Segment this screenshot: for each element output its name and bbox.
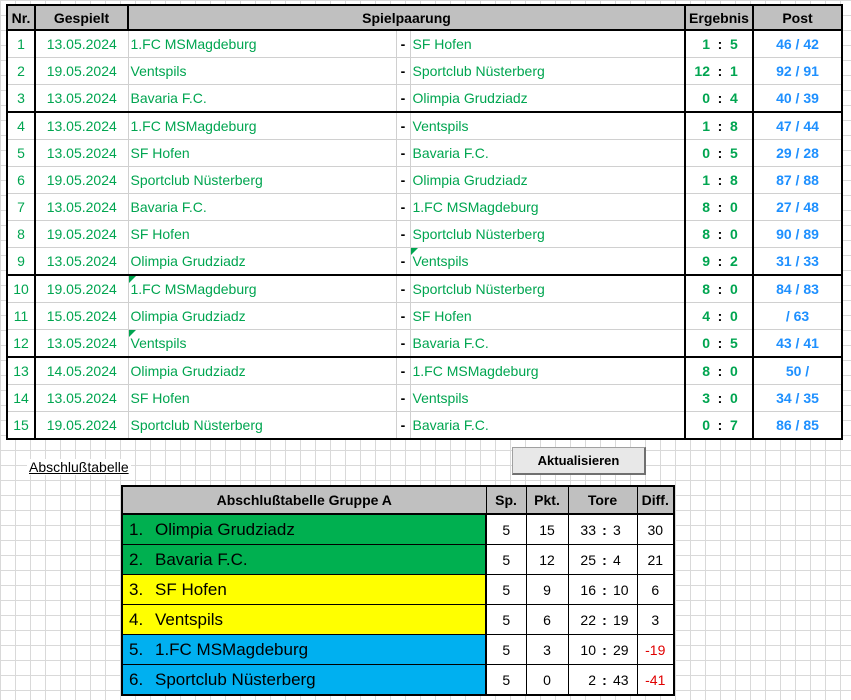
standings-goals-colon[interactable]: : — [599, 545, 610, 575]
home-goals[interactable]: 1 — [685, 112, 714, 140]
away-team[interactable]: Bavaria F.C. — [410, 330, 685, 358]
away-goals[interactable]: 0 — [726, 303, 753, 330]
match-row — [7, 112, 842, 140]
standings-header-diff[interactable]: Diff. — [637, 486, 674, 514]
away-goals[interactable]: 2 — [726, 248, 753, 276]
pairing-separator[interactable]: - — [396, 221, 410, 248]
standings-goals-against[interactable]: 29 — [610, 635, 637, 665]
pairing-separator[interactable]: - — [396, 330, 410, 358]
home-team[interactable]: Olimpia Grudziadz — [128, 303, 396, 330]
standings-table — [121, 485, 675, 696]
post-value[interactable]: / 63 — [753, 303, 842, 330]
match-number[interactable]: 12 — [7, 330, 35, 358]
standings-played[interactable]: 5 — [486, 545, 526, 575]
match-date[interactable]: 14.05.2024 — [35, 357, 128, 385]
match-row — [7, 221, 842, 248]
match-date[interactable]: 13.05.2024 — [35, 194, 128, 221]
standings-team-cell[interactable] — [122, 665, 486, 696]
pairing-separator[interactable]: - — [396, 412, 410, 440]
score-colon[interactable]: : — [714, 248, 726, 276]
standings-rank: 3. — [129, 579, 144, 599]
home-goals[interactable]: 4 — [685, 303, 714, 330]
match-number[interactable]: 13 — [7, 357, 35, 385]
post-value[interactable]: 29 / 28 — [753, 140, 842, 167]
match-number[interactable]: 1 — [7, 30, 35, 58]
post-value[interactable]: 46 / 42 — [753, 30, 842, 58]
post-value[interactable]: 92 / 91 — [753, 58, 842, 85]
home-goals[interactable]: 1 — [685, 167, 714, 194]
away-goals[interactable]: 8 — [726, 112, 753, 140]
standings-diff[interactable]: 6 — [637, 575, 674, 605]
match-number[interactable]: 14 — [7, 385, 35, 412]
home-team[interactable]: Bavaria F.C. — [128, 85, 396, 113]
away-goals[interactable]: 7 — [726, 412, 753, 440]
match-number[interactable]: 3 — [7, 85, 35, 113]
away-team[interactable]: Sportclub Nüsterberg — [410, 58, 685, 85]
home-team[interactable]: Sportclub Nüsterberg — [128, 167, 396, 194]
away-team[interactable]: Olimpia Grudziadz — [410, 167, 685, 194]
home-goals[interactable]: 1 — [685, 30, 714, 58]
standings-team-cell[interactable] — [122, 605, 486, 635]
score-colon[interactable]: : — [717, 417, 723, 433]
standings-goals-colon[interactable]: : — [599, 575, 610, 605]
standings-goals-colon[interactable]: : — [602, 671, 607, 688]
match-date[interactable]: 13.05.2024 — [35, 248, 128, 276]
standings-goals-for[interactable]: 2 — [588, 671, 596, 688]
away-goals[interactable]: 4 — [726, 85, 753, 113]
post-value[interactable]: 50 / — [753, 357, 842, 385]
home-team[interactable]: SF Hofen — [128, 221, 396, 248]
standings-rank: 1. — [129, 519, 144, 539]
standings-title[interactable]: Abschlußtabelle Gruppe A — [122, 486, 486, 514]
post-value[interactable]: 43 / 41 — [753, 330, 842, 358]
pairing-separator[interactable]: - — [396, 357, 410, 385]
standings-diff[interactable]: -19 — [637, 635, 674, 665]
standings-team: Sportclub Nüsterberg — [155, 669, 316, 689]
pairing-separator[interactable]: - — [396, 303, 410, 330]
match-number[interactable]: 6 — [7, 167, 35, 194]
away-goals[interactable]: 8 — [726, 167, 753, 194]
standings-header-sp[interactable]: Sp. — [486, 486, 526, 514]
post-value[interactable]: 27 / 48 — [753, 194, 842, 221]
away-team[interactable]: 1.FC MSMagdeburg — [410, 357, 685, 385]
standings-points[interactable]: 15 — [526, 514, 568, 545]
standings-diff[interactable]: 3 — [637, 605, 674, 635]
match-row — [7, 58, 842, 85]
standings-row — [122, 665, 674, 696]
match-number[interactable]: 15 — [7, 412, 35, 440]
home-team[interactable]: 1.FC MSMagdeburg — [128, 30, 396, 58]
match-row — [7, 385, 842, 412]
home-goals[interactable]: 8 — [685, 275, 714, 303]
home-goals[interactable]: 8 — [685, 357, 714, 385]
standings-goals-against[interactable]: 19 — [610, 605, 637, 635]
score-colon[interactable]: : — [714, 330, 726, 358]
standings-goals-colon[interactable]: : — [599, 635, 610, 665]
standings-team: 1.FC MSMagdeburg — [155, 639, 309, 659]
standings-points[interactable]: 3 — [526, 635, 568, 665]
match-row — [7, 357, 842, 385]
standings-goals-against[interactable]: 3 — [610, 514, 637, 545]
home-team[interactable]: SF Hofen — [128, 385, 396, 412]
update-button[interactable]: Aktualisieren — [512, 447, 646, 475]
match-date[interactable]: 19.05.2024 — [35, 275, 128, 303]
away-team[interactable]: Ventspils — [410, 112, 685, 140]
standings-points[interactable]: 12 — [526, 545, 568, 575]
home-team[interactable]: SF Hofen — [128, 140, 396, 167]
standings-rank: 6. — [129, 669, 144, 689]
score-colon[interactable]: : — [714, 112, 726, 140]
cell-comment-marker — [129, 330, 136, 337]
standings-played[interactable]: 5 — [486, 514, 526, 545]
standings-team: SF Hofen — [155, 579, 227, 599]
post-value[interactable]: 87 / 88 — [753, 167, 842, 194]
standings-team-cell[interactable] — [122, 514, 486, 545]
cell-comment-marker — [411, 248, 418, 255]
match-row — [7, 140, 842, 167]
standings-diff[interactable]: 21 — [637, 545, 674, 575]
standings-played[interactable]: 5 — [486, 575, 526, 605]
match-date[interactable]: 19.05.2024 — [35, 167, 128, 194]
score-colon[interactable]: : — [714, 167, 726, 194]
pairing-separator[interactable]: - — [396, 275, 410, 303]
home-team[interactable]: Ventspils — [128, 58, 396, 85]
match-row — [7, 167, 842, 194]
away-team[interactable]: Ventspils — [410, 248, 685, 276]
post-value[interactable]: 84 / 83 — [753, 275, 842, 303]
match-row — [7, 330, 842, 358]
home-team[interactable]: Bavaria F.C. — [128, 194, 396, 221]
home-goals[interactable]: 8 — [685, 221, 714, 248]
match-table-header — [7, 5, 842, 30]
post-value[interactable]: 34 / 35 — [753, 385, 842, 412]
away-goals[interactable]: 0 — [726, 357, 753, 385]
match-number[interactable]: 7 — [7, 194, 35, 221]
home-goals[interactable]: 0 — [685, 330, 714, 358]
standings-team: Ventspils — [155, 609, 224, 629]
pairing-separator[interactable]: - — [396, 58, 410, 85]
away-team[interactable]: Bavaria F.C. — [410, 412, 685, 440]
standings-row — [122, 635, 674, 665]
match-number[interactable]: 2 — [7, 58, 35, 85]
away-goals[interactable]: 0 — [726, 194, 753, 221]
standings-points[interactable]: 9 — [526, 575, 568, 605]
score-colon[interactable]: : — [714, 385, 726, 412]
home-goals[interactable]: 0 — [685, 85, 714, 113]
standings-header — [122, 486, 674, 514]
match-number[interactable]: 4 — [7, 112, 35, 140]
away-team[interactable]: SF Hofen — [410, 303, 685, 330]
pairing-separator[interactable]: - — [396, 248, 410, 276]
away-team[interactable]: SF Hofen — [410, 30, 685, 58]
standings-played[interactable]: 5 — [486, 605, 526, 635]
match-date[interactable]: 13.05.2024 — [35, 330, 128, 358]
final-table-link[interactable]: Abschlußtabelle — [29, 459, 129, 475]
standings-diff[interactable]: 30 — [637, 514, 674, 545]
home-team[interactable]: 1.FC MSMagdeburg — [128, 275, 396, 303]
standings-goals-for[interactable]: 22 — [568, 605, 599, 635]
score-colon[interactable]: : — [714, 303, 726, 330]
away-goals[interactable]: 5 — [726, 30, 753, 58]
post-value[interactable]: 86 / 85 — [776, 417, 819, 433]
standings-rank: 2. — [129, 549, 144, 569]
away-team[interactable]: 1.FC MSMagdeburg — [410, 194, 685, 221]
away-team[interactable]: Sportclub Nüsterberg — [410, 221, 685, 248]
match-date[interactable]: 13.05.2024 — [35, 30, 128, 58]
home-goals[interactable]: 0 — [702, 417, 710, 433]
standings-team: Olimpia Grudziadz — [155, 519, 295, 539]
match-row — [7, 275, 842, 303]
standings-goals-for[interactable]: 16 — [568, 575, 599, 605]
home-goals[interactable]: 8 — [685, 194, 714, 221]
standings-rank: 5. — [129, 639, 144, 659]
header-pairing[interactable]: Spielpaarung — [128, 5, 685, 30]
match-date[interactable]: 13.05.2024 — [35, 112, 128, 140]
home-team[interactable]: Sportclub Nüsterberg — [128, 412, 396, 440]
standings-goals-for[interactable]: 33 — [568, 514, 599, 545]
standings-team-cell[interactable] — [122, 635, 486, 665]
score-colon[interactable]: : — [714, 140, 726, 167]
standings-goals-for[interactable]: 10 — [568, 635, 599, 665]
header-result[interactable]: Ergebnis — [685, 5, 753, 30]
match-row — [7, 303, 842, 330]
score-colon[interactable]: : — [714, 275, 726, 303]
home-team[interactable]: Olimpia Grudziadz — [128, 248, 396, 276]
match-date[interactable]: 13.05.2024 — [35, 140, 128, 167]
standings-goals-against[interactable]: 10 — [610, 575, 637, 605]
match-number[interactable]: 8 — [7, 221, 35, 248]
standings-row — [122, 575, 674, 605]
away-goals[interactable]: 5 — [726, 330, 753, 358]
pairing-separator[interactable]: - — [396, 194, 410, 221]
pairing-separator[interactable]: - — [396, 112, 410, 140]
away-goals[interactable]: 0 — [726, 385, 753, 412]
standings-played[interactable]: 5 — [486, 665, 526, 696]
pairing-separator[interactable]: - — [396, 140, 410, 167]
pairing-separator[interactable]: - — [396, 167, 410, 194]
standings-header-tore[interactable]: Tore — [568, 486, 637, 514]
standings-points[interactable]: 6 — [526, 605, 568, 635]
home-goals[interactable]: 9 — [685, 248, 714, 276]
standings-row — [122, 545, 674, 575]
post-value[interactable]: 40 / 39 — [753, 85, 842, 113]
pairing-separator[interactable]: - — [396, 385, 410, 412]
match-date[interactable]: 19.05.2024 — [35, 58, 128, 85]
standings-team: Bavaria F.C. — [155, 549, 248, 569]
match-row — [7, 194, 842, 221]
standings-goals-colon[interactable]: : — [599, 514, 610, 545]
match-date[interactable]: 19.05.2024 — [35, 221, 128, 248]
match-row — [7, 30, 842, 58]
pairing-separator[interactable]: - — [396, 85, 410, 113]
score-colon[interactable]: : — [714, 357, 726, 385]
score-colon[interactable]: : — [714, 221, 726, 248]
away-goals[interactable]: 0 — [726, 275, 753, 303]
standings-points[interactable]: 0 — [526, 665, 568, 696]
standings-team-cell[interactable] — [122, 545, 486, 575]
match-date[interactable]: 19.05.2024 — [35, 412, 128, 440]
cell-comment-marker — [129, 276, 136, 283]
standings-rows — [122, 514, 674, 695]
match-rows — [7, 30, 842, 439]
score-colon[interactable]: : — [714, 85, 726, 113]
standings-team-cell[interactable] — [122, 575, 486, 605]
pairing-separator[interactable]: - — [396, 30, 410, 58]
away-goals[interactable]: 0 — [726, 221, 753, 248]
standings-goals-against[interactable]: 4 — [610, 545, 637, 575]
standings-header-pkt[interactable]: Pkt. — [526, 486, 568, 514]
match-row — [7, 248, 842, 276]
score-colon[interactable]: : — [714, 30, 726, 58]
standings-row — [122, 605, 674, 635]
score-colon[interactable]: : — [714, 58, 726, 85]
away-goals[interactable]: 5 — [726, 140, 753, 167]
header-played[interactable]: Gespielt — [35, 5, 128, 30]
home-team[interactable]: Olimpia Grudziadz — [128, 357, 396, 385]
standings-rank: 4. — [129, 609, 144, 629]
away-team[interactable]: Bavaria F.C. — [410, 140, 685, 167]
match-number[interactable]: 10 — [7, 275, 35, 303]
score-colon[interactable]: : — [714, 194, 726, 221]
post-value[interactable]: 47 / 44 — [753, 112, 842, 140]
standings-goals-colon[interactable]: : — [599, 605, 610, 635]
home-team[interactable]: 1.FC MSMagdeburg — [128, 112, 396, 140]
standings-diff[interactable]: -41 — [645, 671, 666, 688]
match-table — [6, 4, 843, 440]
match-date[interactable]: 15.05.2024 — [35, 303, 128, 330]
standings-row — [122, 514, 674, 545]
match-row — [7, 85, 842, 113]
home-goals[interactable]: 12 — [685, 58, 714, 85]
standings-goals-for[interactable]: 25 — [568, 545, 599, 575]
match-number[interactable]: 9 — [7, 248, 35, 276]
post-value[interactable]: 31 / 33 — [753, 248, 842, 276]
match-date[interactable]: 13.05.2024 — [35, 385, 128, 412]
away-goals[interactable]: 1 — [726, 58, 753, 85]
away-team[interactable]: Sportclub Nüsterberg — [410, 275, 685, 303]
match-date[interactable]: 13.05.2024 — [35, 85, 128, 113]
match-number[interactable]: 5 — [7, 140, 35, 167]
standings-goals-against[interactable]: 43 — [610, 665, 637, 696]
home-goals[interactable]: 0 — [685, 140, 714, 167]
away-team[interactable]: Olimpia Grudziadz — [410, 85, 685, 113]
post-value[interactable]: 90 / 89 — [753, 221, 842, 248]
home-team[interactable]: Ventspils — [128, 330, 396, 358]
standings-played[interactable]: 5 — [486, 635, 526, 665]
match-number[interactable]: 11 — [7, 303, 35, 330]
match-row — [7, 412, 842, 440]
header-post[interactable]: Post — [753, 5, 842, 30]
header-nr[interactable]: Nr. — [7, 5, 35, 30]
home-goals[interactable]: 3 — [685, 385, 714, 412]
away-team[interactable]: Ventspils — [410, 385, 685, 412]
